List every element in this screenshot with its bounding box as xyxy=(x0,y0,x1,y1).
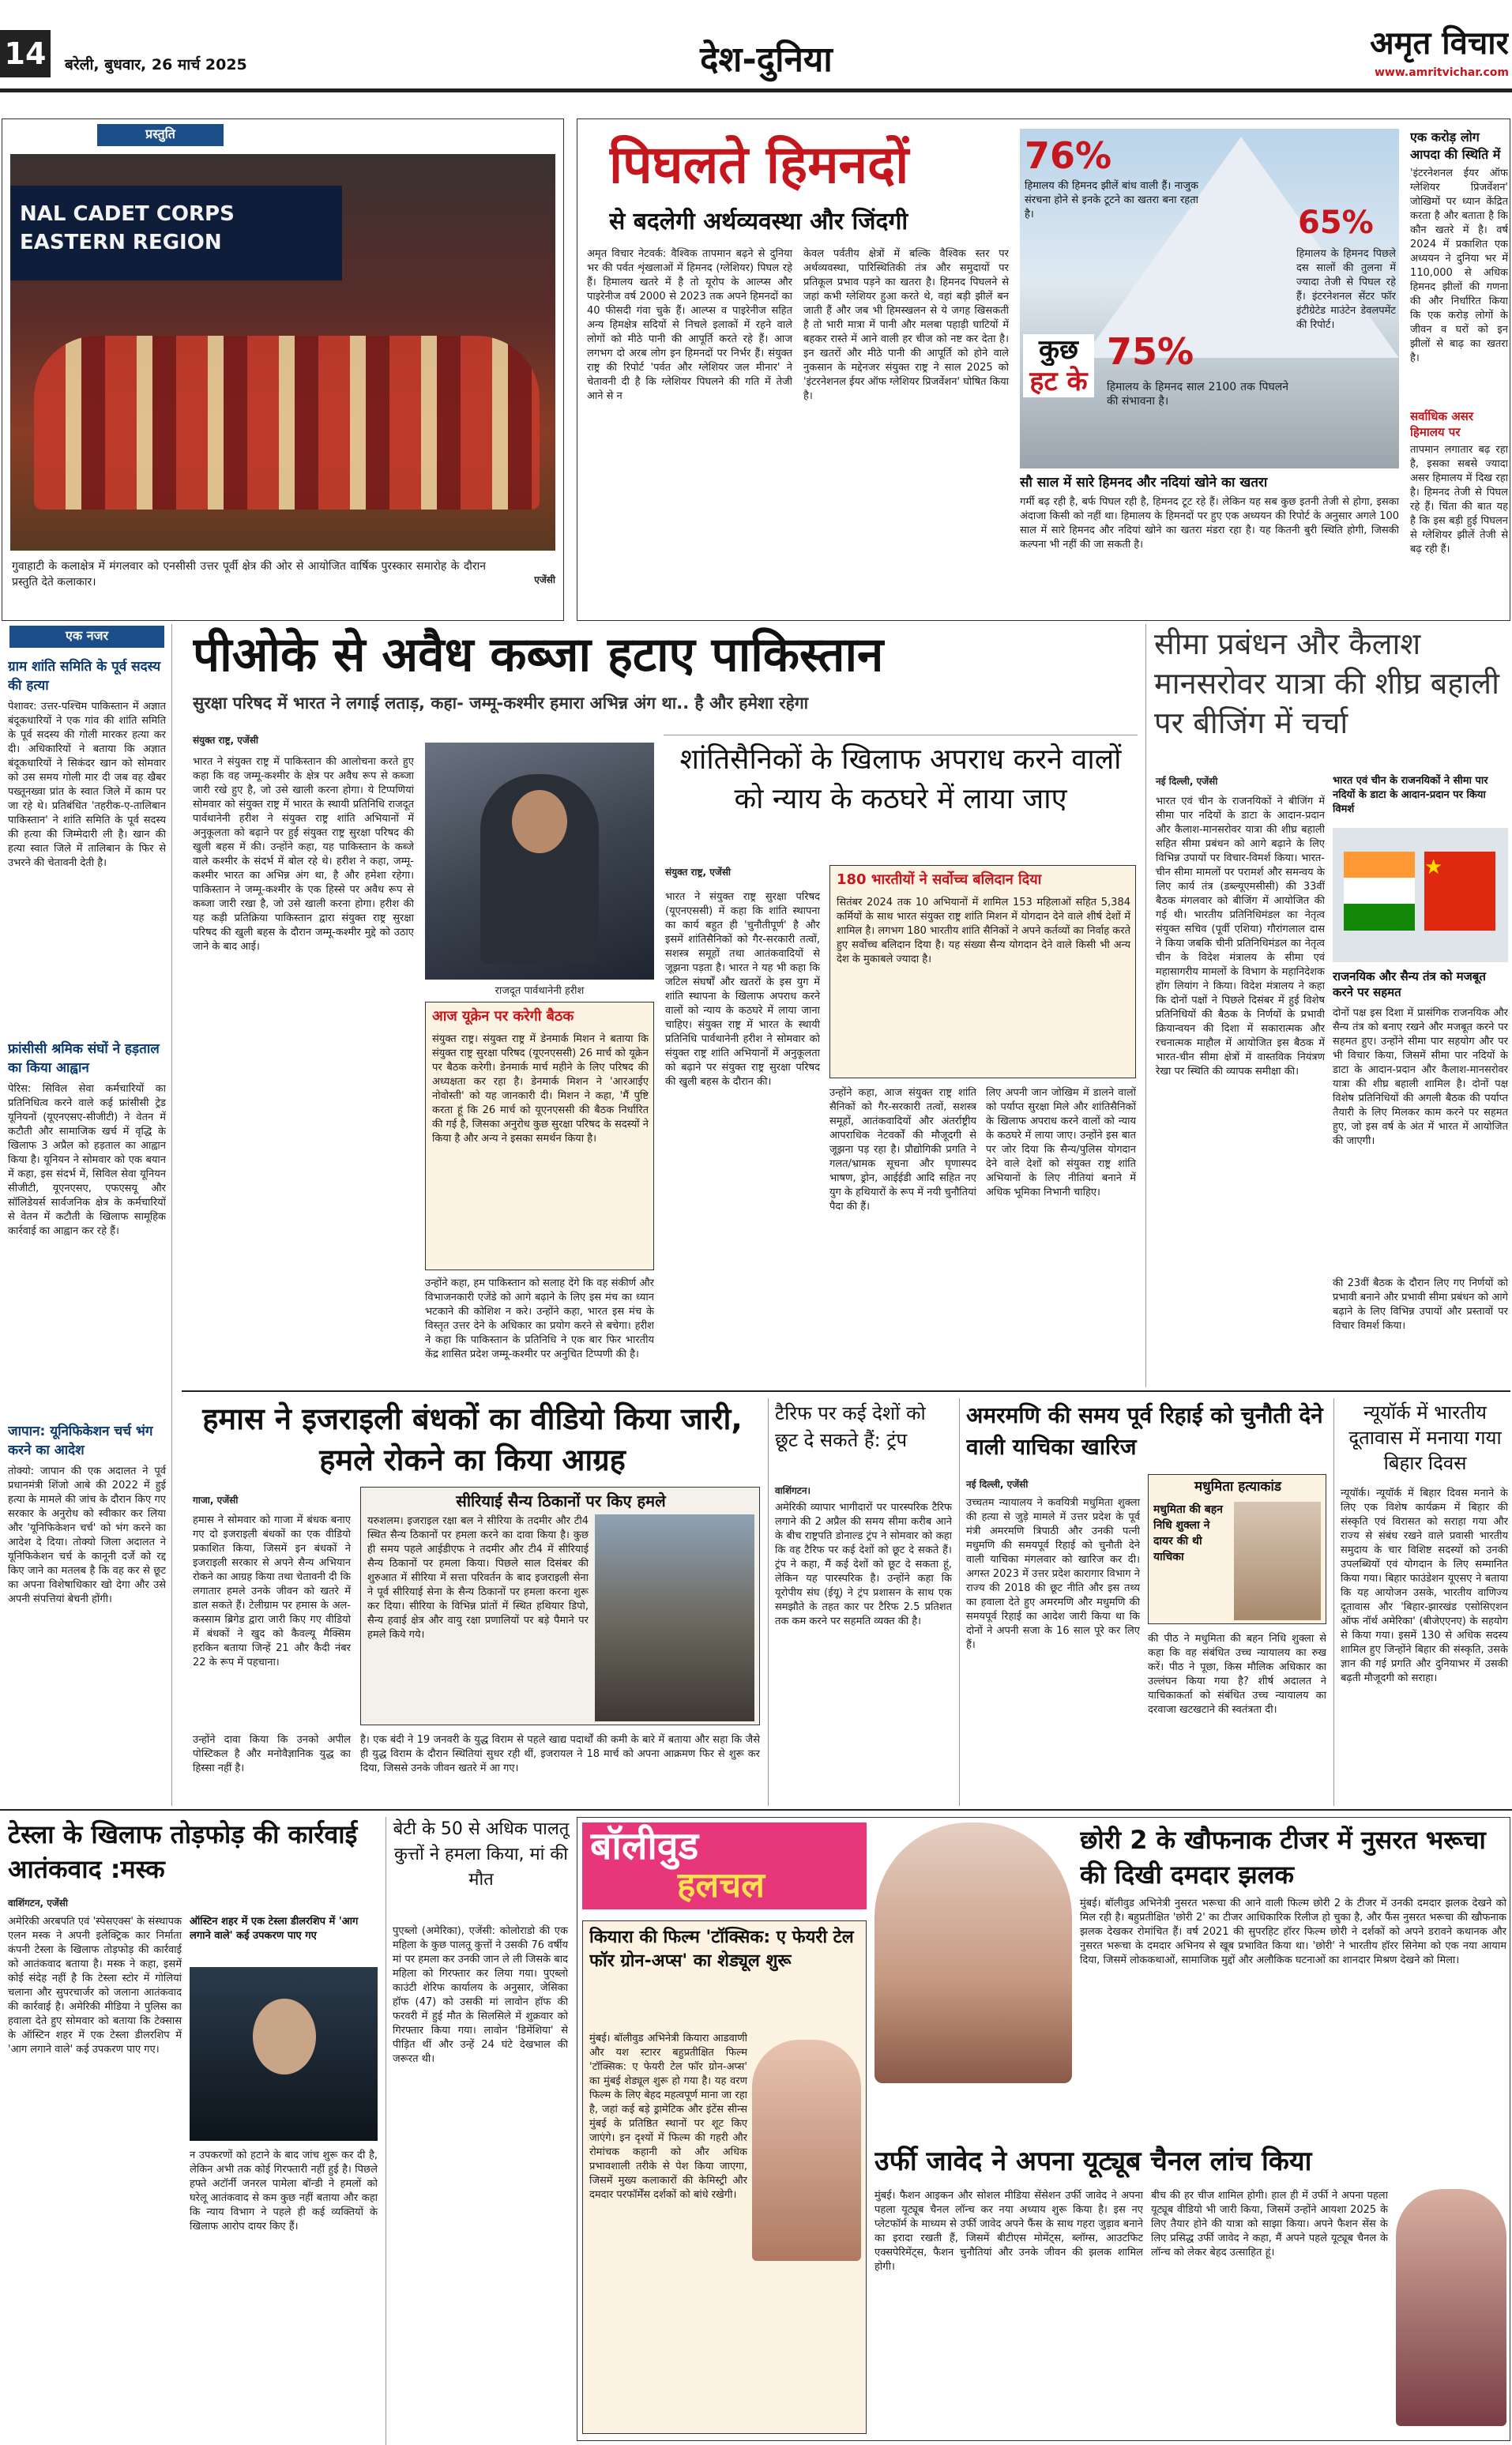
stat-76-text: हिमालय की हिमनद झीलें बांध वाली हैं। नाजुक संरचना होने से इनके टूटने का खतरा बना रहता है। xyxy=(1025,180,1198,220)
ek-nazar-column xyxy=(2,624,172,1806)
hamas-col2: उन्होंने दावा किया कि उनको अपील पोस्टिकल है और मनोवैज्ञानिक युद्ध का हिस्सा नहीं है। xyxy=(193,1734,351,1774)
dogs-text: पुएब्लो (अमेरिका), एजेंसी: कोलोराडो की एक महिला के कुछ पालतू कुत्तों ने उसकी 76 वर्षीय मां पर हमला कर उनकी जान ले ली जिसके बाद महिला को गिरफ्तार कर लिया गया। पुएब्लो काउंटी शेरिफ कार्यालय के अनुसार, जेसिका हॉफ (47) को उसकी मां लावोन हॉफ की फरवरी में हुई मौत के सिलसिले में शुक्रवार को गिरफ्तार किया गया। लावोन 'डिमेंशिया' से पीड़ित थीं और उन्हें 24 घंटे देखभाल की जरूरत थी। xyxy=(393,1925,568,2065)
bihar-title: न्यूयॉर्क में भारतीय दूतावास में मनाया गया बिहार दिवस xyxy=(1348,1401,1502,1474)
bollywood-logo xyxy=(582,1822,867,1909)
musk-photo xyxy=(190,1967,378,2141)
dancers xyxy=(34,336,540,510)
china-flag: ★ xyxy=(1424,852,1495,931)
pok-dateline: संयुक्त राष्ट्र, एजेंसी xyxy=(193,735,259,746)
kailash-title: सीमा प्रबंधन और कैलाश मानसरोवर यात्रा की शीघ्र बहाली पर बीजिंग में चर्चा xyxy=(1154,626,1499,740)
section-title: देश-दुनिया xyxy=(700,39,833,80)
tariff-story xyxy=(768,1398,954,1806)
lower-rule xyxy=(0,1809,1512,1811)
tariff-text: अमेरिकी व्यापार भागीदारों पर पारस्परिक टैरिफ लगाने की 2 अप्रैल की समय सीमा करीब आने के बीच राष्ट्रपति डोनाल्ड ट्रंप ने सोमवार को कहा कि वह टैरिफ पर कई देशों को छूट दे सकते हैं। ट्रंप ने कहा, मैं कई देशों को छूट दे सकता हूं, लेकिन यह पारस्परिक है। उन्होंने कहा कि यूरोपीय संघ (ईयू) ने ट्रंप प्रशासन के साथ एक समझौते के तहत कार पर टैरिफ 2.5 प्रतिशत तक कम करने पर सहमति व्यक्त की है। xyxy=(775,1502,952,1627)
glacier-side-sub: सर्वाधिक असर हिमालय पर xyxy=(1410,409,1473,439)
glacier-side-title: एक करोड़ लोग आपदा की स्थिति में xyxy=(1410,130,1501,162)
site-url: www.amritvichar.com xyxy=(1374,66,1509,79)
glacier-block xyxy=(577,118,1510,621)
flags-photo xyxy=(1333,828,1508,962)
amarmani-story xyxy=(959,1398,1329,1806)
pok-col2: उन्होंने कहा, हम पाकिस्तान को सलाह देंगे कि वह संकीर्ण और विभाजनकारी एजेंडे को आगे बढ़ाने के लिए इस मंच का ध्यान भटकाने की कोशिश न करे। उन्होंने कहा, भारत इस मंच के विस्तृत उत्तर देने के अधिकार का प्रयोग करने से बचेगा। हरीश ने कहा कि पाकिस्तान के प्रतिनिधि ने एक बार फिर भारतीय केंद्र शासित प्रदेश जम्मू-कश्मीर पर अनुचित टिप्पणी की है। xyxy=(425,1277,654,1360)
glacier-subtitle: से बदलेगी अर्थव्यवस्था और जिंदगी xyxy=(609,208,908,235)
amarmani-dateline: नई दिल्ली, एजेंसी xyxy=(966,1479,1029,1490)
nazar-item-3-title: जापान: यूनिफिकेशन चर्च भंग करने का आदेश xyxy=(8,1424,153,1458)
stage-banner: NAL CADET CORPS EASTERN REGION xyxy=(10,186,342,280)
tesla-bullet: ऑस्टिन शहर में एक टेस्ला डीलरशिप में 'आग लगाने वाले' कई उपकरण पाए गए xyxy=(190,1916,359,1942)
nazar-item-1-title: ग्राम शांति समिति के पूर्व सदस्य की हत्या xyxy=(8,659,161,694)
sacrifice-box xyxy=(829,865,1136,1078)
kailash-dateline: नई दिल्ली, एजेंसी xyxy=(1156,776,1218,787)
hamas-story xyxy=(182,1398,763,1806)
hat-ke-label: हट के xyxy=(1023,366,1094,397)
glacier-sub2-text: गर्मी बढ़ रही है, बर्फ पिघल रही है, हिमनद टूट रहे हैं। लेकिन यह सब कुछ इतनी तेजी से होगा, इसका अंदाजा किसी को नहीं था। हिमालय के हिमनदों पर हुए एक अध्ययन की रिपोर्ट के अनुसार अगले 100 साल में सारे हिमनद और नदियां खोने का खतरा मंडरा रहा है। यह कितनी बुरी स्थिति होगी, जिसकी कल्पना भी नहीं की जा सकती है। xyxy=(1020,496,1399,551)
mountain-graphic xyxy=(1020,129,1399,468)
kailash-bullet: भारत एवं चीन के राजनयिकों ने सीमा पार नदियों के डाटा के आदान-प्रदान पर किया विमर्श xyxy=(1333,775,1488,815)
masthead-rule xyxy=(0,88,1512,92)
glacier-side-text: 'इंटरनेशनल ईयर ऑफ ग्लेशियर प्रिजर्वेशन' जोखिमों पर ध्यान केंद्रित करता है और बताता है कि कौन खतरे में है। वर्ष 2024 में प्रकाशित एक अध्ययन ने दुनिया भर में 110,000 से अधिक हिमनद झीलों की गणना की और निर्धारित किया कि एक करोड़ लोगों के जीवन व घरों को इन झीलों से बाढ़ का खतरा है। xyxy=(1410,167,1508,364)
tesla-col2: न उपकरणों को हटाने के बाद जांच शुरू कर दी है, लेकिन अभी तक कोई गिरफ्तारी नहीं हुई है। पिछले हफ्ते अटॉर्नी जनरल पामेला बॉन्डी ने हमलों को घरेलू आतंकवाद से कम कुछ नहीं बताया और कहा कि न्याय विभाग ने पहले ही कई व्यक्तियों के खिलाफ आरोप दायर किए हैं। xyxy=(190,2150,378,2232)
kailash-col1: भारत एवं चीन के राजनयिकों ने बीजिंग में सीमा पार नदियों के डाटा के आदान-प्रदान और कैलाश-मानसरोवर यात्रा की शीघ्र बहाली सहित सीमा प्रबंधन को आगे बढ़ाने के लिए विभिन्न उपायों पर विचार-विमर्श किया। भारत-चीन सीमा मामलों पर परामर्श और समन्वय के लिए कार्य तंत्र (डब्ल्यूएमसीसी) की 33वीं बैठक मंगलवार को बीजिंग में आयोजित की गई थी। भारतीय प्रतिनिधिमंडल का नेतृत्व संयुक्त सचिव (पूर्वी एशिया) गौरांगलाल दास ने किया जबकि चीनी प्रतिनिधिमंडल का नेतृत्व चीन के विदेश मंत्रालय के सीमा एवं महासागरीय मामलों के विभाग के महानिदेशक होंग लियांग ने किया। विदेश मंत्रालय ने कहा कि दोनों पक्षों ने पिछले दिसंबर में हुई विशेष प्रतिनिधियों की बैठक के निर्णयों के प्रभावी क्रियान्वयन की दिशा में सकारात्मक और रचनात्मक माहौल में आयोजित इस बैठक में भारत-चीन सीमा क्षेत्रों में वास्तविक नियंत्रण रेखा पर स्थिति की व्यापक समीक्षा की। xyxy=(1156,796,1325,1078)
peacekeepers-col2: उन्होंने कहा, आज संयुक्त राष्ट्र शांति सैनिकों को गैर-सरकारी तत्वों, सशस्त्र समूहों, आतंकवादियों और अंतर्राष्ट्रीय आपराधिक नेटवर्कों की मौजूदगी से जूझना पड़ रहा है। प्रौद्योगिकी प्रगति ने गलत/भ्रामक सूचना और घृणास्पद भाषण, ड्रोन, आईईडी आदि सहित नए युग के हथियारों के रूप में नयी चुनौतियां पैदा की हैं। xyxy=(829,1087,976,1213)
stat-65: 65% xyxy=(1298,205,1374,241)
musk-face xyxy=(253,1999,316,2074)
urfi-text: मुंबई। फैशन आइकन और सोशल मीडिया सेंसेशन उर्फी जावेद ने अपना पहला यूट्यूब चैनल लॉन्च कर नया अध्याय शुरू किया है। इस नए प्लेटफॉर्म के माध्यम से उर्फी जावेद अपने फैंस के साथ गहरा जुड़ाव बनाने का इरादा रखती हैं, जिसमें बीटीएस मोमेंट्स, ब्लॉग्स, आउटफिट एक्सपेरिमेंट्स, फैशन चुनौतियां और उनके जीवन की झलक शामिल होगी। xyxy=(874,2190,1143,2273)
glacier-title: पिघलते हिमनदों xyxy=(609,134,909,195)
pok-title: पीओके से अवैध कब्जा हटाए पाकिस्तान xyxy=(193,627,884,683)
harish-photo xyxy=(425,743,654,980)
dance-photo xyxy=(10,154,555,551)
tariff-title: टैरिफ पर कई देशों को छूट दे सकते हैं: ट्रंप xyxy=(775,1402,926,1451)
nazar-item-2-text: पेरिस: सिविल सेवा कर्मचारियों का प्रतिनिधित्व करने वाले कई फ्रांसीसी ट्रेड यूनियनों (यूएनएसए-सीजीटी) ने वेतन में कटौती और सामाजिक खर्च में वृद्धि के खिलाफ 3 अप्रैल को हड़ताल का आह्वान किया है। यूनियन ने सोमवार को एक बयान में कहा, इस संदर्भ में, सिविल सेवा यूनियन सीजीटी, यूएनएसए, एफएसयू और सॉलिडेयर्स सार्वजनिक क्षेत्र के कर्मचारियों से वेतन में कटौती के खिलाफ सामूहिक कार्रवाई का आह्वान कर रहे हैं। xyxy=(8,1083,166,1237)
tesla-dateline: वाशिंगटन, एजेंसी xyxy=(8,1898,69,1909)
kailash-photo-caption: राजनयिक और सैन्य तंत्र को मजबूत करने पर सहमत xyxy=(1333,969,1486,999)
ukraine-box-text: संयुक्त राष्ट्र। संयुक्त राष्ट्र में डेनमार्क मिशन ने बताया कि संयुक्त राष्ट्र सुरक्षा परिषद (यूएनएससी) 26 मार्च को यूक्रेन पर बैठक करेगी। डेनमार्क मार्च महीने के लिए परिषद की अध्यक्षता कर रहा है। डेनमार्क मिशन ने 'आरआईए नोवोस्ती' को यह जानकारी दी। मिशन ने कहा, 'मैं पुष्टि करता हूं कि 26 मार्च को यूएनएससी की बैठक निर्धारित की गई है, जिसका अनुरोध कुछ सुरक्षा परिषद के सदस्यों ने किया है और अन्य ने इसका समर्थन किया है। xyxy=(432,1033,649,1145)
glacier-side-sub-text: तापमान लगातार बढ़ रहा है, इसका सबसे ज्यादा असर हिमालय में दिख रहा है। हिमनद तेजी से पिघल रहे हैं। चिंता की बात यह है कि इस बड़ी हुई पिघलन से ग्लेशियर झीलें तेजी से बढ़ रही हैं। xyxy=(1410,444,1508,555)
urfi-photo xyxy=(1396,2189,1506,2426)
speaker-face xyxy=(512,790,567,853)
hamas-col1: हमास ने सोमवार को गाजा में बंधक बनाए गए दो इजराइली बंधकों का एक वीडियो प्रकाशित किया, जिसमें इन बंधकों ने इजराइली सरकार से अपने सैन्य अभियान रोकने का आग्रह किया तथा चेतावनी दी कि लगातार हमले उनके जीवन को खतरे में डाल सकते हैं। टेलीग्राम पर हमास के अल-कस्साम ब्रिगेड द्वारा जारी किए गए वीडियो में बंधकों ने खुद को कैवल्यू मैक्सिम हरकिन बताया जिन्हें 21 और कैदी नंबर 22 के रूप में पहचाना। xyxy=(193,1514,351,1668)
urfi-text-2: बीच की हर चीज शामिल होगी। हाल ही में उर्फी ने अपना पहला यूट्यूब वीडियो भी जारी किया, जिसमें उन्होंने आयशा 2025 के लिए तैयार होने की यात्रा को साझा किया। अपने फैशन सेंस के लिए प्रसिद्ध उर्फी जावेद ने कहा, मैं अपने पहले यूट्यूब चैनल के लॉन्च को लेकर बेहद उत्साहित हूं। xyxy=(1151,2190,1388,2259)
bollywood-logo-1: बॉलीवुड xyxy=(590,1824,699,1868)
sacrifice-box-title: 180 भारतीयों ने सर्वोच्च बलिदान दिया xyxy=(837,871,1042,888)
city-date: बरेली, बुधवार, 26 मार्च 2025 xyxy=(65,56,247,73)
stat-76: 76% xyxy=(1025,134,1112,177)
kailash-story xyxy=(1145,624,1510,1387)
nushrat-title: छोरी 2 के खौफनाक टीजर में नुसरत भरूचा की दिखी दमदार झलक xyxy=(1080,1825,1486,1890)
prastuti-tag: प्रस्तुति xyxy=(97,124,224,146)
dogs-story xyxy=(386,1817,572,2445)
pok-subtitle: सुरक्षा परिषद में भारत ने लगाई लताड़, कहा- जम्मू-कश्मीर हमारा अभिन्न अंग था.. है और हमेशा रहेगा xyxy=(193,694,809,713)
madhumita-box-text: मधुमिता की बहन निधि शुक्ला ने दायर की थी याचिका xyxy=(1153,1503,1223,1563)
kuch-label: कुछ xyxy=(1023,334,1094,366)
peacekeepers-title: शांतिसैनिकों के खिलाफ अपराध करने वालों को न्याय के कठघरे में लाया जाए xyxy=(679,743,1122,815)
court-photo xyxy=(1234,1502,1321,1620)
kiara-text: मुंबई। बॉलीवुड अभिनेत्री कियारा आडवाणी और यश स्टारर बहुप्रतीक्षित फिल्म 'टॉक्सिक: ए फेयरी टेल फॉर ग्रोन-अप्स' का मुंबई शेड्यूल शुरू हो गया है। यह वरण फिल्म के लिए बेहद महत्वपूर्ण माना जा रहा है, जहां कई बड़े ड्रामेटिक और इंटेंस सीन्स मुंबई के प्रतिष्ठित स्थानों पर शूट किए जाएंगे। इन दृश्यों में फिल्म की गहरी और रोमांचक कहानी को और अधिक प्रभावशाली तरीके से पेश किया जाएगा, जिसमें मुख्य कलाकारों की केमिस्ट्री और दमदार परफॉर्मेंस दर्शकों को बांधे रखेगी। xyxy=(589,2033,747,2201)
peacekeepers-dateline: संयुक्त राष्ट्र, एजेंसी xyxy=(665,867,732,878)
prastuti-credit: एजेंसी xyxy=(534,574,555,585)
bihar-story xyxy=(1333,1398,1510,1806)
tariff-dateline: वाशिंगटन। xyxy=(775,1485,811,1496)
prastuti-caption: गुवाहाटी के कलाक्षेत्र में मंगलवार को एनसीसी उत्तर पूर्वी क्षेत्र की ओर से आयोजित वार्षिक पुरस्कार समारोह के दौरान प्रस्तुति देते कलाकार। xyxy=(12,560,486,589)
glacier-sub2: सौ साल में सारे हिमनद और नदियां खोने का खतरा xyxy=(1020,475,1268,491)
stat-75-text: हिमालय के हिमनद साल 2100 तक पिघलने की संभावना है। xyxy=(1107,381,1288,408)
glacier-col2: केवल पर्वतीय क्षेत्रों में बल्कि वैश्विक स्तर पर अर्थव्यवस्था, पारिस्थितिकी तंत्र और समुदायों पर प्रतिकूल प्रभाव पड़ने का खतरा है। हिमनद पिघलने से जहां कभी ग्लेशियर हुआ करते थे, वहां बड़ी झीलें बन जाती हैं और जब भी हिमस्खलन से ये जगह खिसकती है तो भारी मात्रा में पानी और मलबा पहाड़ी घाटियों में बहकर रास्ते में आने वाली हर चीज को नष्ट कर देता है। इन खतरों और मीठे पानी की आपूर्ति को होने वाले नुकसान के मद्देनजर संयुक्त राष्ट्र ने साल 2025 को 'इंटरनेशनल ईयर ऑफ ग्लेशियर प्रिजर्वेशन' घोषित किया है। xyxy=(803,248,1009,402)
ek-nazar-tag: एक नजर xyxy=(9,626,164,648)
urfi-title: उर्फी जावेद ने अपना यूट्यूब चैनल लांच किया xyxy=(874,2146,1312,2177)
prastuti-block xyxy=(2,118,564,621)
nushrat-text: मुंबई। बॉलीवुड अभिनेत्री नुसरत भरूचा की आने वाली फिल्म छोरी 2 के टीजर में उनकी दमदार झलक देखने को मिल रही है। बहुप्रतीक्षित 'छोरी 2' का टीजर आधिकारिक रिलीज हो चुका है, और फैंस नुसरत भरूचा की खौफनाक झलक देखकर रोमांचित हैं। वर्ष 2021 की सुपरहिट हॉरर फिल्म छोरी ने दर्शकों को अपने डरावने कथानक और नुसरत भरूचा के दमदार अभिनय से खूब प्रभावित किया था। 'छोरी' ने भारतीय हॉरर सिनेमा को एक नया आयाम दिया, जिसमें लोककथाओं, सामाजिक मुद्दों और अलौकिक घटनाओं का शानदार मिश्रण देखने को मिला। xyxy=(1080,1898,1506,1966)
stat-65-text: हिमालय के हिमनद पिछले दस सालों की तुलना में ज्यादा तेजी से पिघल रहे हैं। इंटरनेशनल सेंटर फॉर इंटीग्रेटेड माउंटेन डेवलपमेंट की रिपोर्ट। xyxy=(1296,248,1396,331)
bollywood-block xyxy=(577,1817,1510,2441)
syria-box-text: यरुशलम। इजराइल रक्षा बल ने सीरिया के तदमीर और टी4 स्थित सैन्य ठिकानों पर हमला करने का दावा किया है। कुछ ही समय पहले आईडीएफ ने तदमीर और टी4 में सीरियाई सैन्य ठिकानों पर हमला किया। पिछले साल दिसंबर की शुरुआत में सीरिया में सत्ता परिवर्तन के बाद इजराइली सेना ने पूर्व सीरियाई सेना के सैन्य ठिकानों पर हमला करना शुरू कर दिया। सीरिया के विभिन्न प्रांतों में स्थित हथियार डिपो, सैन्य हवाई क्षेत्र और वायु रक्षा प्रणालियों पर बड़े पैमाने पर हमले किये गये। xyxy=(367,1515,589,1641)
ukraine-box-title: आज यूक्रेन पर करेगी बैठक xyxy=(432,1008,574,1025)
nushrat-photo xyxy=(874,1822,1072,2083)
harish-caption: राजदूत पार्वथानेनी हरीश xyxy=(495,985,585,997)
pok-col1: भारत ने संयुक्त राष्ट्र में पाकिस्तान की आलोचना करते हुए कहा कि वह जम्मू-कश्मीर के क्षेत्र पर अवैध रूप से कब्जा जारी रखे हुए है, जो उसे खाली करना होगा। ये टिप्पणियां सोमवार को संयुक्त राष्ट्र में भारत के स्थायी प्रतिनिधि राजदूत पार्वथानेनी हरीश ने संयुक्त राष्ट्र शांति अभियानों में अनुकूलता को बढ़ाने पर हुई संयुक्त राष्ट्र सुरक्षा परिषद की खुली बहस में की। उन्होंने कहा, यह पाकिस्तान के कब्जे वाले कश्मीर के संदर्भ में बोल रहे थे। हरीश ने कहा, जम्मू-कश्मीर भारत का अभिन्न अंग था, है और हमेशा रहेगा। पाकिस्तान ने जम्मू-कश्मीर के एक हिस्से पर अवैध रूप से कब्जा जारी रखा है, जो उसे खाली करना होगा। हरीश की यह कड़ी प्रतिक्रिया पाकिस्तान द्वारा संयुक्त राष्ट्र सुरक्षा परिषद की खुली बहस के दौरान जम्मू-कश्मीर मुद्दे को उठाए जाने के बाद आई। xyxy=(193,756,414,953)
hamas-col3: है। एक बंदी ने 19 जनवरी के युद्ध विराम से पहले खाद्य पदार्थों की कमी के बारे में बताया और सहा कि जैसे ही युद्ध विराम के दौरान स्थितियां सुधर रही थीं, इजरायल ने 18 मार्च को अपना आक्रमण फिर से शुरू कर दिया, जिससे उनके जीवन खतरे में आ गए। xyxy=(360,1734,760,1774)
peacekeepers-col1: भारत ने संयुक्त राष्ट्र सुरक्षा परिषद (यूएनएससी) में कहा कि शांति स्थापना का कार्य बहुत ही 'चुनौतीपूर्ण' है और इसमें शांतिसैनिकों को गैर-सरकारी तत्वों, सशस्त्र समूहों तथा आतंकवादियों से जूझना पड़ता है। भारत ने यह भी कहा कि जटिल संघर्षों और खतरों के इस युग में शांति स्थापना के खिलाफ अपराध करने वालों को न्याय के कठघरे में लाया जाना चाहिए। संयुक्त राष्ट्र में भारत के स्थायी प्रतिनिधि पार्वथानेनी हरीश ने सोमवार को संयुक्त राष्ट्र शांति अभियानों में अनुकूलता को बढ़ाने पर संयुक्त राष्ट्र सुरक्षा परिषद की खुली बहस के दौरान की। xyxy=(665,891,820,1088)
hamas-dateline: गाजा, एजेंसी xyxy=(193,1495,239,1506)
dogs-title: बेटी के 50 से अधिक पालतू कुत्तों ने हमला किया, मां की मौत xyxy=(393,1819,570,1890)
glacier-col1: अमृत विचार नेटवर्क: वैश्विक तापमान बढ़ने से दुनिया भर की पर्वत शृंखलाओं में हिमनद (ग्लेशियर) पिघल रहे हैं। हिमालय खतरे में है तो यूरोप के आल्प्स और पाइरेनीज वर्ष 2000 से 2023 तक अपने हिमनदों का 40 फीसदी गंवा चुके हैं। आल्प्स व पाइरेनीज सहित अन्य हिमक्षेत्र सदियों से निचले इलाकों में रहने वाले लोगों को मीठे पानी की आपूर्ति करते रहे हैं। आज लगभग दो अरब लोग इन हिमनदों पर निर्भर हैं। संयुक्त राष्ट्र की रिपोर्ट 'पर्वत और ग्लेशियर जल मीनार' ने चेतावनी दी है कि ग्लेशियर पिघलने की गति में तेजी आने से न xyxy=(587,248,792,402)
hamas-title: हमास ने इजराइली बंधकों का वीडियो किया जारी, हमले रोकने का किया आग्रह xyxy=(202,1401,743,1477)
amarmani-col2: की पीठ ने मधुमिता की बहन निधि शुक्ला से कहा कि वह संबंधित उच्च न्यायालय का रुख करें। पीठ ने पूछा, किस मौलिक अधिकार का उल्लंघन किया गया है? शीर्ष अदालत ने याचिकाकर्ता को संबंधित उच्च न्यायालय का दरवाजा खटखटाने की स्वतंत्रता दी। xyxy=(1148,1633,1326,1716)
syria-box xyxy=(360,1487,760,1725)
nazar-item-3-text: तोक्यो: जापान की एक अदालत ने पूर्व प्रधानमंत्री शिंजो आबे की 2022 में हुई हत्या के मामले की जांच के दौरान किए गए सरकार के अनुरोध को स्वीकार कर लिया और 'यूनिफिकेशन चर्च' को भंग करने का आदेश दे दिया। तोक्यो जिला अदालत ने यूनिफिकेशन चर्च के कानूनी दर्जे को रद्द किए जाने का मतलब है कि वह कर से छूट का अपना विशेषाधिकार खो देगा और उसे अपनी संपत्तियां बेचनी होंगी। xyxy=(8,1465,166,1605)
syria-photo xyxy=(595,1514,754,1721)
stat-75: 75% xyxy=(1107,330,1194,373)
ukraine-box xyxy=(425,1002,654,1270)
tesla-story xyxy=(2,1817,381,2445)
tesla-title: टेस्ला के खिलाफ तोड़फोड़ की कार्रवाई आतंकवाद :मस्क xyxy=(8,1819,358,1884)
madhumita-box-title: मधुमिता हत्याकांड xyxy=(1194,1479,1281,1495)
kailash-col3: की 23वीं बैठक के दौरान लिए गए निर्णयों को प्रभावी बनाने और प्रभावी सीमा प्रबंधन को आगे बढ़ाने के लिए विभिन्न उपायों और प्रस्तावों पर विचार विमर्श किया। xyxy=(1333,1277,1508,1332)
kiara-box xyxy=(582,1920,867,2434)
sacrifice-box-text: सितंबर 2024 तक 10 अभियानों में शामिल 153 महिलाओं सहित 5,384 कर्मियों के साथ भारत संयुक्त राष्ट्र शांति मिशन में योगदान देने वाले शीर्ष देशों में शामिल है। लगभग 180 भारतीय शांति सैनिकों ने अपने कर्तव्यों का निर्वाह करते हुए सर्वोच्च बलिदान दिया है। यह संख्या सैन्य योगदान देने वाले किसी भी अन्य देश के मुकाबले ज्यादा है। xyxy=(837,897,1130,965)
nazar-item-2-title: फ्रांसीसी श्रमिक संघों ने हड़ताल का किया आह्वान xyxy=(8,1041,160,1076)
masthead xyxy=(0,0,1512,93)
page-number: 14 xyxy=(0,30,51,77)
syria-box-title: सीरियाई सैन्य ठिकानों पर किए हमले xyxy=(456,1491,666,1510)
kiara-title: कियारा की फिल्म 'टॉक्सिक: ए फेयरी टेल फॉर ग्रोन-अप्स' का शेड्यूल शुरू xyxy=(589,1928,854,1971)
nazar-item-1-text: पेशावर: उत्तर-पश्चिम पाकिस्तान में अज्ञात बंदूकधारियों ने एक गांव की शांति समिति के पूर्व सदस्य की गोली मारकर हत्या कर दी। अधिकारियों ने बताया कि अज्ञात बंदूकधारियों ने सिकंदर खान को सोमवार को उस समय गोली मार दी जब वह खैबर पख्तूनख्वा प्रांत के स्वात जिले में काम पर जा रहे थे। प्रतिबंधित 'तहरीक-ए-तालिबान पाकिस्तान' ने शांति समिति के पूर्व सदस्य की हत्या की जिम्मेदारी ली है। खान की हत्या स्वात जिले में तालिबान के फिर से उभरने की चेतावनी देती है। xyxy=(8,701,166,869)
kiara-photo xyxy=(752,2040,861,2261)
peacekeepers-col3: लिए अपनी जान जोखिम में डालने वालों को पर्याप्त सुरक्षा मिले और शांतिसैनिकों के खिलाफ अपराध करने वालों को न्याय के कठघरे में लाया जाए। उन्होंने इस बात पर जोर दिया कि सैन्य/पुलिस योगदान देने वाले देशों को संयुक्त राष्ट्र शांति अभियानों के लिए नीतियां बनाने में अधिक भूमिका निभानी चाहिए। xyxy=(986,1087,1136,1198)
paper-logo: अमृत विचार xyxy=(1370,25,1509,62)
peacekeepers-story xyxy=(664,735,1138,1387)
bollywood-logo-2: हलचल xyxy=(677,1865,765,1905)
india-flag xyxy=(1344,852,1415,931)
tesla-col1: अमेरिकी अरबपति एवं 'स्पेसएक्स' के संस्थापक एलन मस्क ने अपनी इलेक्ट्रिक कार निर्माता कंपनी टेस्ला के खिलाफ तोड़फोड़ की कार्रवाई को आतंकवाद बताया है। मस्क ने कहा, इसमें कोई संदेह नहीं है कि टेस्ला स्टोर में गोलियां चलाना और सुपरचार्जर को जलाना आतंकवाद की कार्रवाई है। अमेरिकी मीडिया ने पुलिस का हवाला देते हुए सोमवार को बताया कि टेक्सास के ऑस्टिन शहर में एक टेस्ला डीलरशिप में 'आग लगाने वाले' कई उपकरण पाए गए। xyxy=(8,1916,182,2056)
mid-rule xyxy=(182,1390,1510,1392)
kailash-col2: दोनों पक्ष इस दिशा में प्रासंगिक राजनयिक और सैन्य तंत्र को बनाए रखने और मजबूत करने पर सहमत हुए। उन्होंने सीमा पार सहयोग और पर भी विचार किया, जिसमें सीमा पार नदियों के डाटा के आदान-प्रदान और कैलाश-मानसरोवर यात्रा की शीघ्र बहाली शामिल है। दोनों पक्ष विशेष प्रतिनिधियों की अगली बैठक की पर्याप्त तैयारी के लिए मिलकर काम करने पर सहमत हुए, जो इस वर्ष के अंत में भारत में आयोजित की जाएगी। xyxy=(1333,1007,1508,1147)
madhumita-box xyxy=(1148,1474,1326,1624)
amarmani-title: अमरमणि की समय पूर्व रिहाई को चुनौती देने वाली याचिका खारिज xyxy=(966,1402,1323,1460)
bihar-text: न्यूयॉर्क। न्यूयॉर्क में बिहार दिवस मनाने के लिए एक विशेष कार्यक्रम में बिहार की संस्कृति एवं विरासत को सराहा गया और राज्य से संबंध रखने वाले प्रवासी भारतीय समुदाय के चार विशिष्ट सदस्यों को उनकी उपलब्धियों एवं योगदान के लिए सम्मानित किया गया। बिहार फाउंडेशन यूएसए ने बताया कि यह आयोजन उसके, भारतीय वाणिज्य दूतावास और 'बिहार-झारखंड एसोसिएशन ऑफ नॉर्थ अमेरिका' (बीजेएएनए) के सहयोग से किया गया। इसमें 130 से अधिक सदस्य शामिल हुए जिन्होंने बिहार की संस्कृति, उसके ज्ञान की गई प्रगति और दुनियाभर में उसकी बढ़ती मौजूदगी को सराहा। xyxy=(1341,1488,1508,1684)
amarmani-col1: उच्चतम न्यायालय ने कवयित्री मधुमिता शुक्ला की हत्या से जुड़े मामले में उत्तर प्रदेश के पूर्व मंत्री अमरमणि त्रिपाठी और उनकी पत्नी मधुमणि की समयपूर्व रिहाई को चुनौती देने वाली याचिका मंगलवार को खारिज कर दी। अगस्त 2023 में उत्तर प्रदेश कारागार विभाग ने राज्य की 2018 की छूट नीति और इस तथ्य का हवाला देते हुए अमरमणि और मधुमणि की समयपूर्व रिहाई का आदेश जारी किया था कि दोनों ने अपनी सजा के 16 साल पूरे कर लिए हैं। xyxy=(966,1497,1140,1651)
